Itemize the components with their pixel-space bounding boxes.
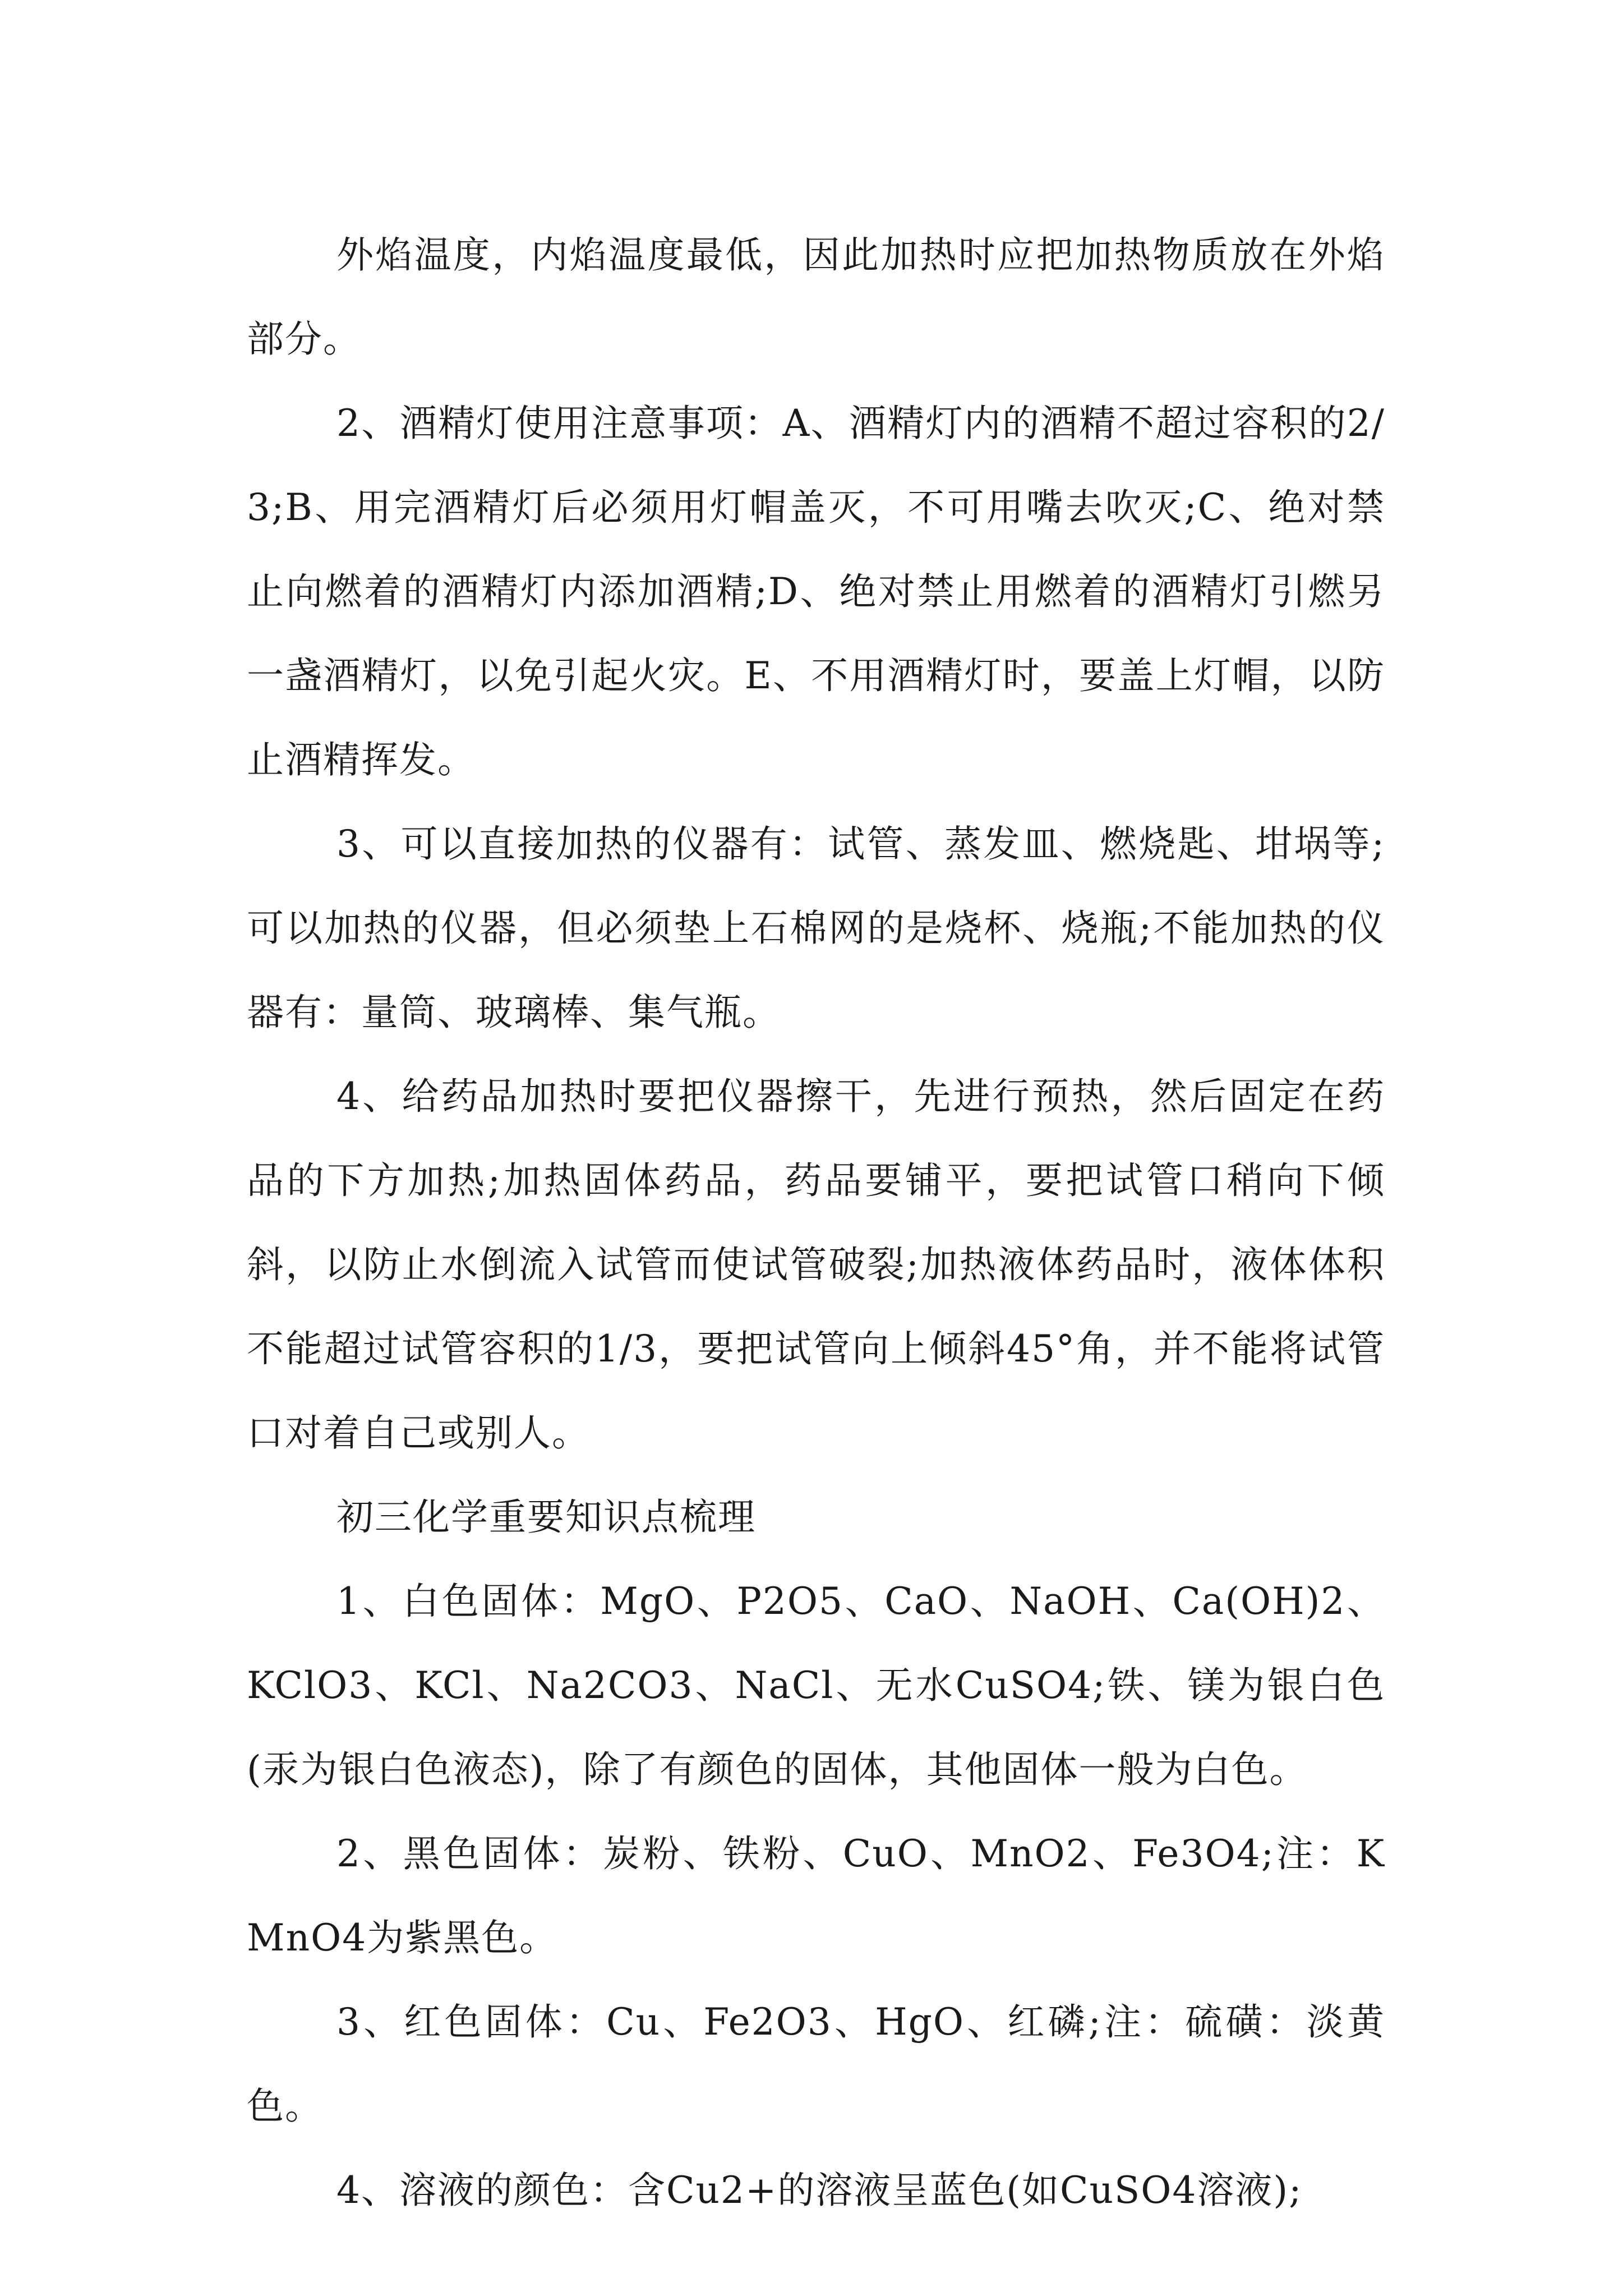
paragraph-alcohol-lamp-notes: 2、酒精灯使用注意事项：A、酒精灯内的酒精不超过容积的2/3;B、用完酒精灯后必须用灯帽盖灭，不可用嘴去吹灭;C、绝对禁止向燃着的酒精灯内添加酒精;D、绝对禁止用燃着的酒精灯引燃另一盏酒精灯，以免引起火灾。E、不用酒精灯时，要盖上灯帽，以防止酒精挥发。 [247, 402, 1385, 781]
paragraph-solution-colors: 4、溶液的颜色：含Cu2+的溶液呈蓝色(如CuSO4溶液); [336, 2169, 1303, 2212]
paragraph-heating-procedure: 4、给药品加热时要把仪器擦干，先进行预热，然后固定在药品的下方加热;加热固体药品，药品要铺平，要把试管口稍向下倾斜，以防止水倒流入试管而使试管破裂;加热液体药品时，液体体积不能超过试管容积的1/3，要把试管向上倾斜45°角，并不能将试管口对着自己或别人。 [247, 1075, 1385, 1455]
paragraph-white-solids: 1、白色固体：MgO、P2O5、CaO、NaOH、Ca(OH)2、KClO3、KCl、Na2CO3、NaCl、无水CuSO4;铁、镁为银白色(汞为银白色液态)，除了有颜色的固体，其他固体一般为白色。 [247, 1580, 1385, 1791]
paragraph-red-solids: 3、红色固体：Cu、Fe2O3、HgO、红磷;注：硫磺：淡黄色。 [247, 2000, 1385, 2128]
document-body [247, 213, 1385, 2233]
paragraph-black-solids: 2、黑色固体：炭粉、铁粉、CuO、MnO2、Fe3O4;注：KMnO4为紫黑色。 [247, 1832, 1385, 1959]
section-heading: 初三化学重要知识点梳理 [336, 1496, 756, 1539]
paragraph-flame-temperature: 外焰温度，内焰温度最低，因此加热时应把加热物质放在外焰部分。 [247, 233, 1385, 361]
paragraph-heating-instruments: 3、可以直接加热的仪器有：试管、蒸发皿、燃烧匙、坩埚等;可以加热的仪器，但必须垫上石棉网的是烧杯、烧瓶;不能加热的仪器有：量筒、玻璃棒、集气瓶。 [247, 822, 1385, 1034]
